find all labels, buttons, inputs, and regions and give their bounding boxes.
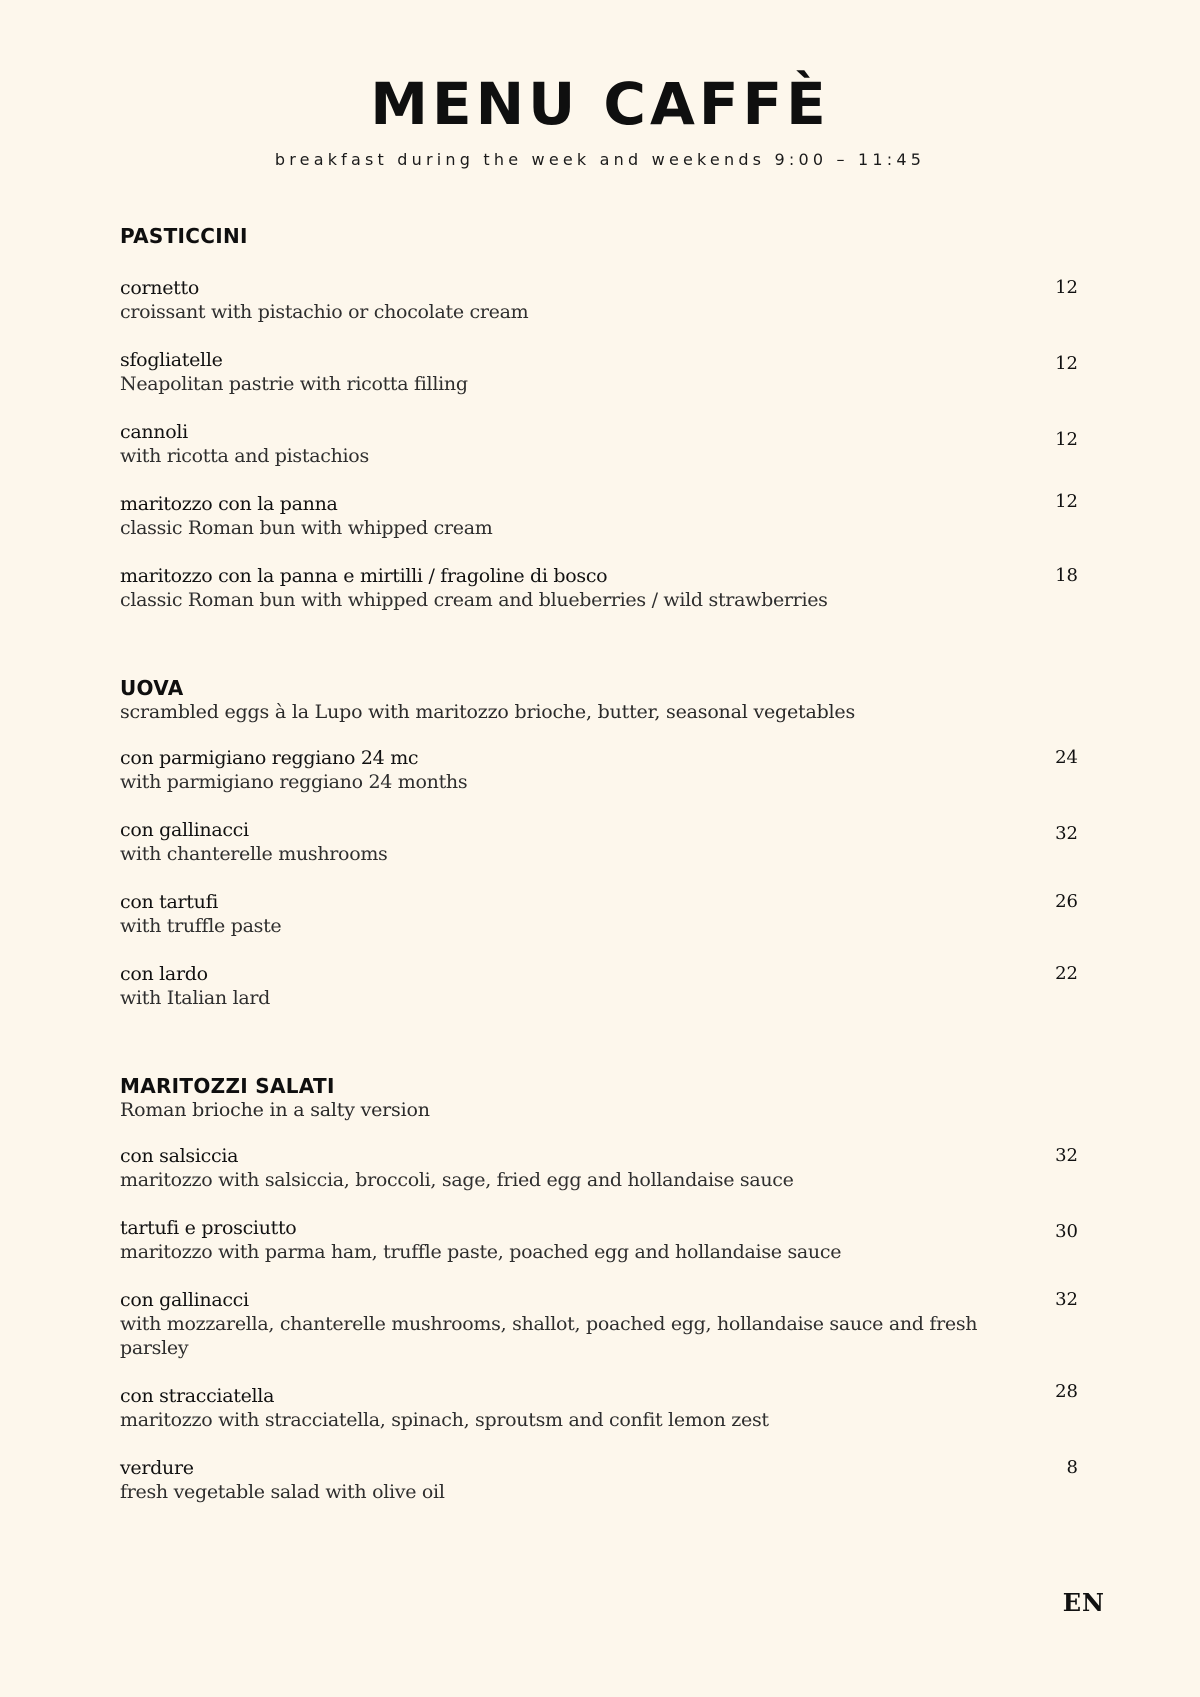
item-list <box>120 1144 1078 1504</box>
item-description: classic Roman bun with whipped cream <box>120 517 493 539</box>
item-price: 30 <box>1055 1221 1078 1242</box>
item-price: 12 <box>1055 277 1078 298</box>
section-title: UOVA <box>120 676 184 700</box>
item-price: 32 <box>1055 823 1078 844</box>
item-name: sfogliatelle <box>120 349 223 371</box>
menu-item <box>120 746 1078 794</box>
item-price: 26 <box>1055 891 1078 912</box>
item-name: con gallinacci <box>120 1289 249 1311</box>
item-price: 22 <box>1055 963 1078 984</box>
item-name: cannoli <box>120 421 188 443</box>
item-description: with ricotta and pistachios <box>120 445 369 467</box>
item-price: 32 <box>1055 1289 1078 1310</box>
item-name: tartufi e prosciutto <box>120 1217 297 1239</box>
item-name: maritozzo con la panna <box>120 493 338 515</box>
item-description: with truffle paste <box>120 915 282 937</box>
menu-item <box>120 492 1078 540</box>
item-description: Neapolitan pastrie with ricotta filling <box>120 373 468 395</box>
item-price: 24 <box>1055 747 1078 768</box>
item-name: con parmigiano reggiano 24 mc <box>120 747 419 769</box>
menu-item <box>120 1456 1078 1504</box>
item-name: con stracciatella <box>120 1385 275 1407</box>
item-price: 12 <box>1055 491 1078 512</box>
item-name: con tartufi <box>120 891 219 913</box>
item-description: maritozzo with parma ham, truffle paste, poached egg and hollandaise sauce <box>120 1241 842 1263</box>
menu-item <box>120 276 1078 324</box>
menu-item <box>120 420 1078 468</box>
section-pasticcini <box>120 224 1078 612</box>
language-label: EN <box>1062 1588 1105 1617</box>
menu-header <box>0 70 1200 169</box>
menu-item <box>120 1381 1078 1432</box>
menu-content <box>120 224 1078 1528</box>
item-description: with mozzarella, chanterelle mushrooms, shallot, poached egg, hollandaise sauce and fresh parsley <box>120 1313 978 1359</box>
menu-item <box>120 818 1078 866</box>
section-title: MARITOZZI SALATI <box>120 1074 335 1098</box>
item-price: 12 <box>1055 429 1078 450</box>
item-description: classic Roman bun with whipped cream and blueberries / wild strawberries <box>120 589 828 611</box>
menu-title: MENU CAFFÈ <box>370 70 830 138</box>
menu-item <box>120 348 1078 396</box>
item-description: maritozzo with salsiccia, broccoli, sage, fried egg and hollandaise sauce <box>120 1169 794 1191</box>
menu-item <box>120 1144 1078 1192</box>
item-name: con lardo <box>120 963 208 985</box>
item-price: 12 <box>1055 353 1078 374</box>
item-name: cornetto <box>120 277 199 299</box>
section-uova <box>120 676 1078 1010</box>
menu-item <box>120 890 1078 938</box>
item-name: verdure <box>120 1457 194 1479</box>
item-description: with chanterelle mushrooms <box>120 843 388 865</box>
item-description: croissant with pistachio or chocolate cream <box>120 301 529 323</box>
item-description: fresh vegetable salad with olive oil <box>120 1481 445 1503</box>
section-maritozzi-salati <box>120 1074 1078 1504</box>
item-price: 28 <box>1055 1381 1078 1402</box>
item-name: maritozzo con la panna e mirtilli / fragoline di bosco <box>120 565 608 587</box>
menu-item <box>120 962 1078 1010</box>
item-price: 8 <box>1066 1457 1078 1478</box>
item-description: with parmigiano reggiano 24 months <box>120 771 468 793</box>
item-name: con gallinacci <box>120 819 249 841</box>
section-description: Roman brioche in a salty version <box>120 1099 430 1121</box>
menu-subtitle: breakfast during the week and weekends 9:00 – 11:45 <box>274 150 926 169</box>
item-description: maritozzo with stracciatella, spinach, sproutsm and confit lemon zest <box>120 1409 769 1431</box>
item-name: con salsiccia <box>120 1145 239 1167</box>
item-description: with Italian lard <box>120 987 271 1009</box>
section-description: scrambled eggs à la Lupo with maritozzo brioche, butter, seasonal vegetables <box>120 701 856 723</box>
menu-item <box>120 1216 1078 1264</box>
item-list <box>120 746 1078 1010</box>
section-title: PASTICCINI <box>120 224 248 248</box>
menu-item <box>120 1288 1078 1360</box>
item-price: 32 <box>1055 1145 1078 1166</box>
menu-item <box>120 564 1078 612</box>
item-list <box>120 276 1078 612</box>
item-price: 18 <box>1055 565 1078 586</box>
